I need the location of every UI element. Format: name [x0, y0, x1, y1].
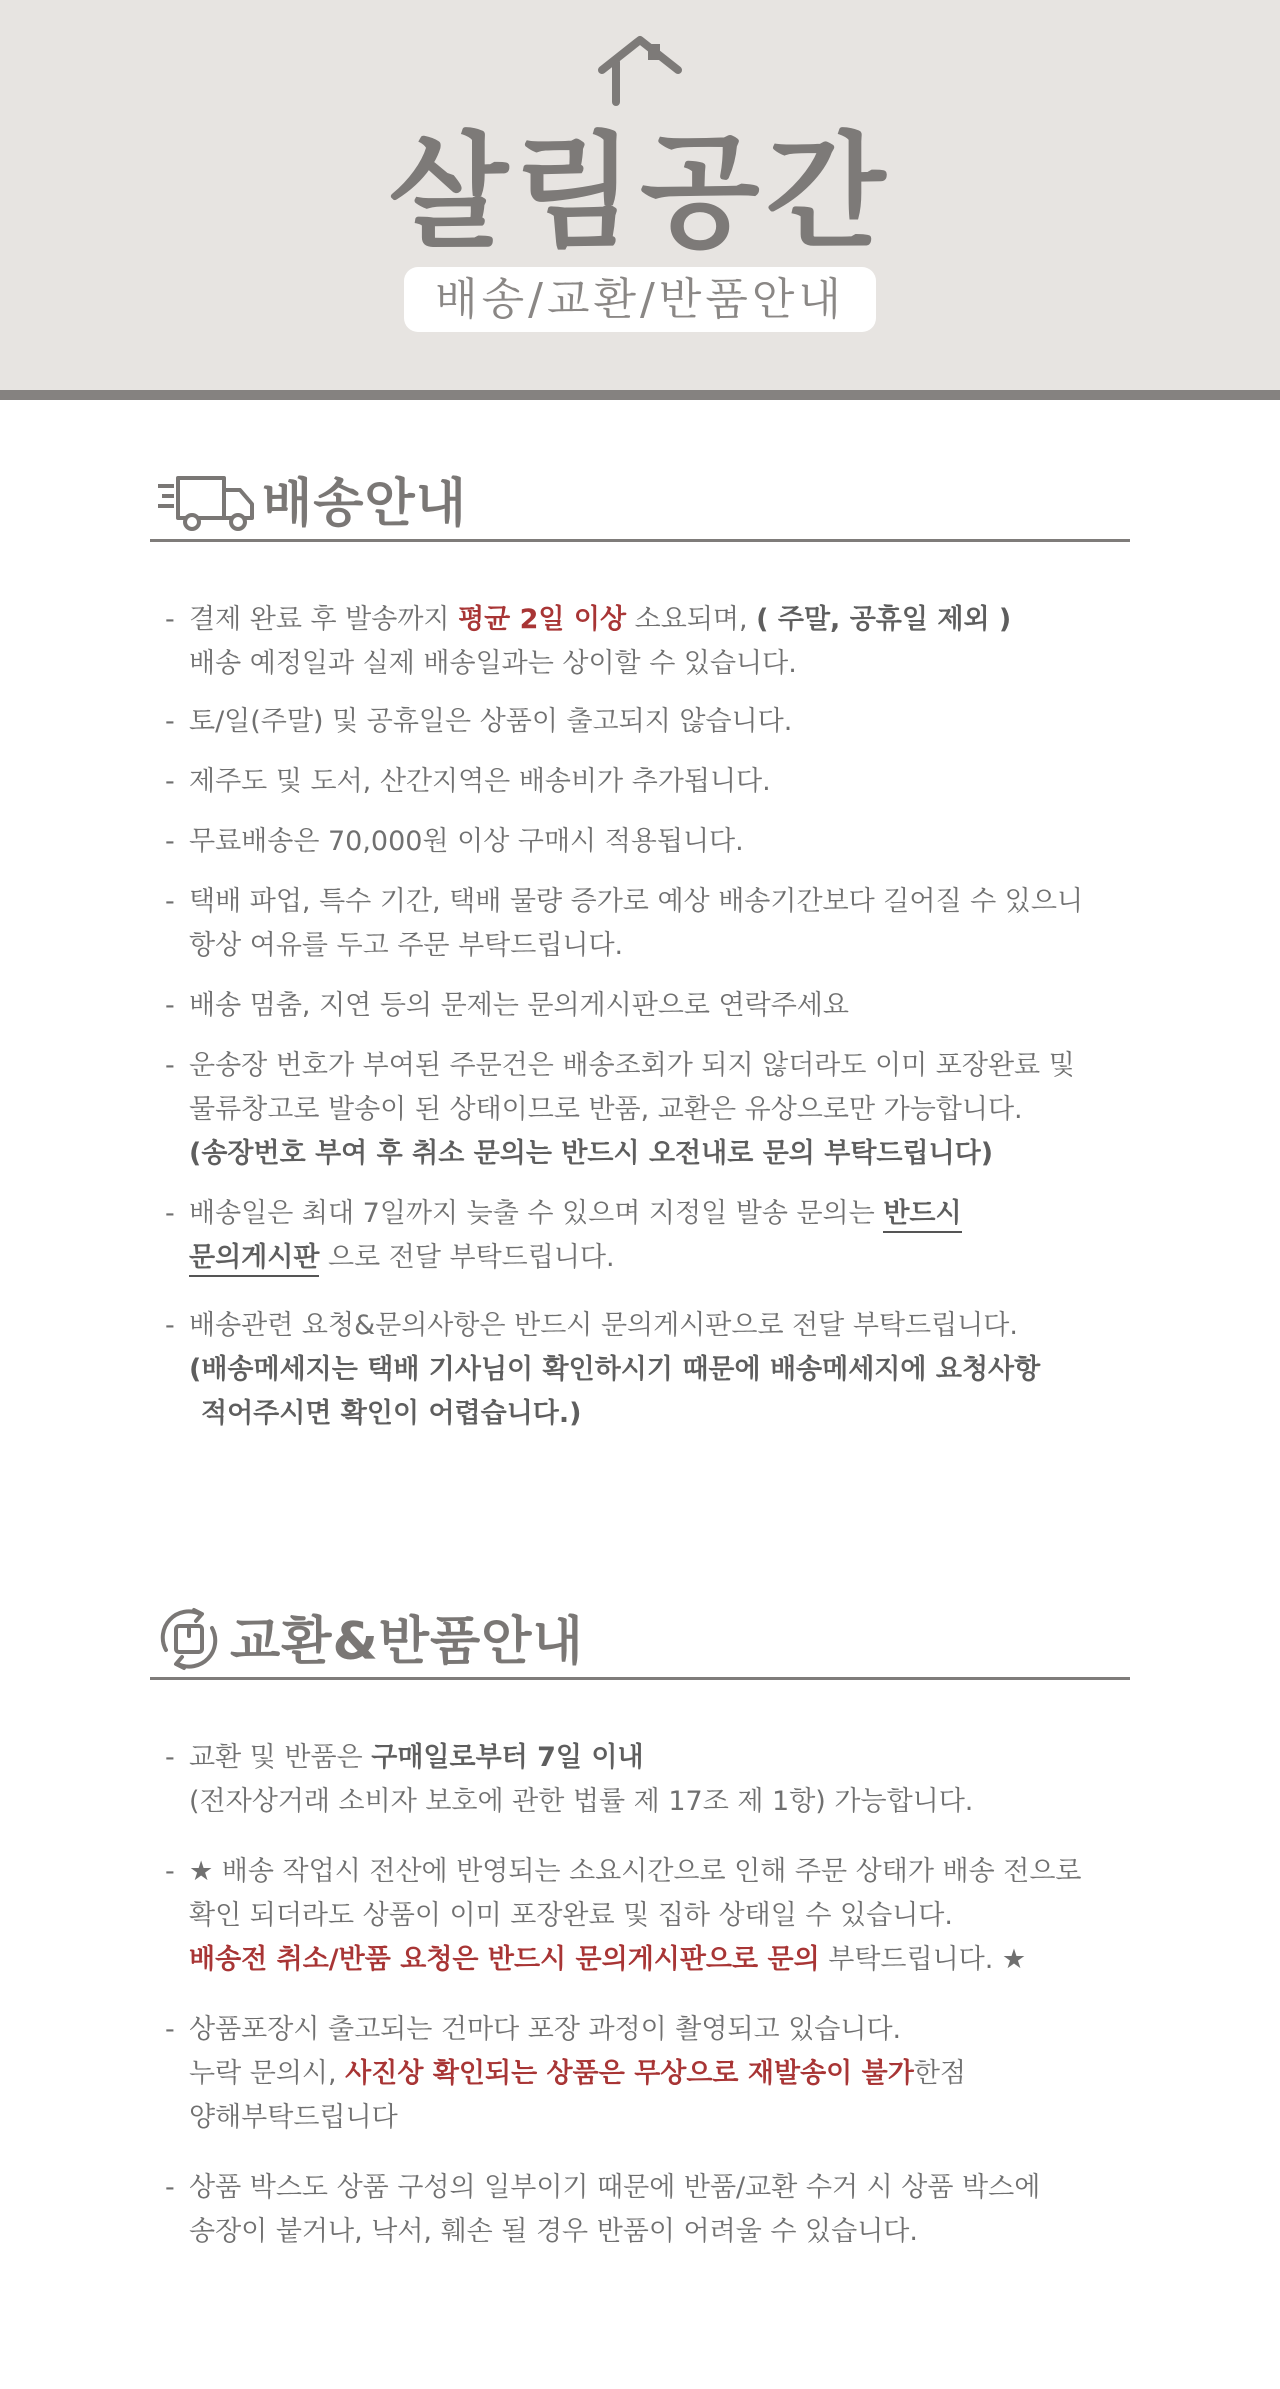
list-item: - 제주도 및 도서, 산간지역은 배송비가 추가됩니다. [165, 766, 771, 797]
list-item: - 운송장 번호가 부여된 주문건은 배송조회가 되지 않더라도 이미 포장완료 및 물류창고로 발송이 된 상태이므로 반품, 교환은 유상으로만 가능합니다. (송장번호 부여 후 취소 문의는 반드시 오전내로 문의 부탁드립니다) [165, 1050, 1075, 1169]
highlight-text: 문의게시판 [189, 1242, 319, 1277]
list-item: - 배송일은 최대 7일까지 늦출 수 있으며 지정일 발송 문의는 반드시 문의게시판 으로 전달 부탁드립니다. [165, 1192, 1145, 1280]
shipping-section-title: 배송안내 [262, 474, 467, 534]
highlight-text: 배송전 취소/반품 요청은 반드시 문의게시판으로 문의 [189, 1944, 820, 1975]
list-item: - 상품포장시 출고되는 건마다 포장 과정이 촬영되고 있습니다. 누락 문의시, 사진상 확인되는 상품은 무상으로 재발송이 불가한점 양해부탁드립니다 [165, 2014, 966, 2133]
header-divider [0, 390, 1280, 400]
returns-section-header [150, 1580, 1130, 1680]
list-item: - 무료배송은 70,000원 이상 구매시 적용됩니다. [165, 826, 744, 857]
returns-list [165, 1736, 1145, 2254]
page-header [0, 0, 1280, 390]
list-item: - 상품 박스도 상품 구성의 일부이기 때문에 반품/교환 수거 시 상품 박스에 송장이 붙거나, 낙서, 훼손 될 경우 반품이 어려울 수 있습니다. [165, 2172, 1041, 2247]
shipping-section-header [150, 442, 1130, 542]
list-item: - 배송관련 요청&문의사항은 반드시 문의게시판으로 전달 부탁드립니다. (배송메세지는 택배 기사님이 확인하시기 때문에 배송메세지에 요청사항 적어주시면 확인이 어렵습니다.) [165, 1310, 1041, 1429]
shipping-list [165, 598, 1145, 1436]
house-icon [596, 34, 684, 106]
section-divider [150, 1677, 1130, 1680]
brand-title: 살림공간 [388, 121, 892, 265]
returns-section-title: 교환&반품안내 [230, 1612, 584, 1672]
list-item: - 교환 및 반품은 구매일로부터 7일 이내 (전자상거래 소비자 보호에 관한 법률 제 17조 제 1항) 가능합니다. [165, 1742, 974, 1817]
section-divider [150, 539, 1130, 542]
highlight-text: 사진상 확인되는 상품은 무상으로 재발송이 불가 [345, 2058, 914, 2089]
return-box-icon [156, 1606, 222, 1672]
list-item: - 택배 파업, 특수 기간, 택배 물량 증가로 예상 배송기간보다 길어질 수 있으니 항상 여유를 두고 주문 부탁드립니다. [165, 886, 1084, 961]
list-item: - 토/일(주말) 및 공휴일은 상품이 출고되지 않습니다. [165, 706, 793, 737]
list-item: - 결제 완료 후 발송까지 평균 2일 이상 소요되며, ( 주말, 공휴일 제외 ) 배송 예정일과 실제 배송일과는 상이할 수 있습니다. [165, 604, 1012, 679]
page-subtitle: 배송/교환/반품안내 [404, 267, 876, 332]
truck-icon [156, 472, 256, 534]
list-item: - ★ 배송 작업시 전산에 반영되는 소요시간으로 인해 주문 상태가 배송 전으로 확인 되더라도 상품이 이미 포장완료 및 집하 상태일 수 있습니다. 배송전 취소/반품 요청은 반드시 문의게시판으로 문의 부탁드립니다. ★ [165, 1856, 1082, 1975]
list-item: - 배송 멈춤, 지연 등의 문제는 문의게시판으로 연락주세요 [165, 990, 849, 1021]
highlight-text: 평균 2일 이상 [458, 604, 627, 635]
highlight-text: 반드시 [883, 1198, 961, 1233]
